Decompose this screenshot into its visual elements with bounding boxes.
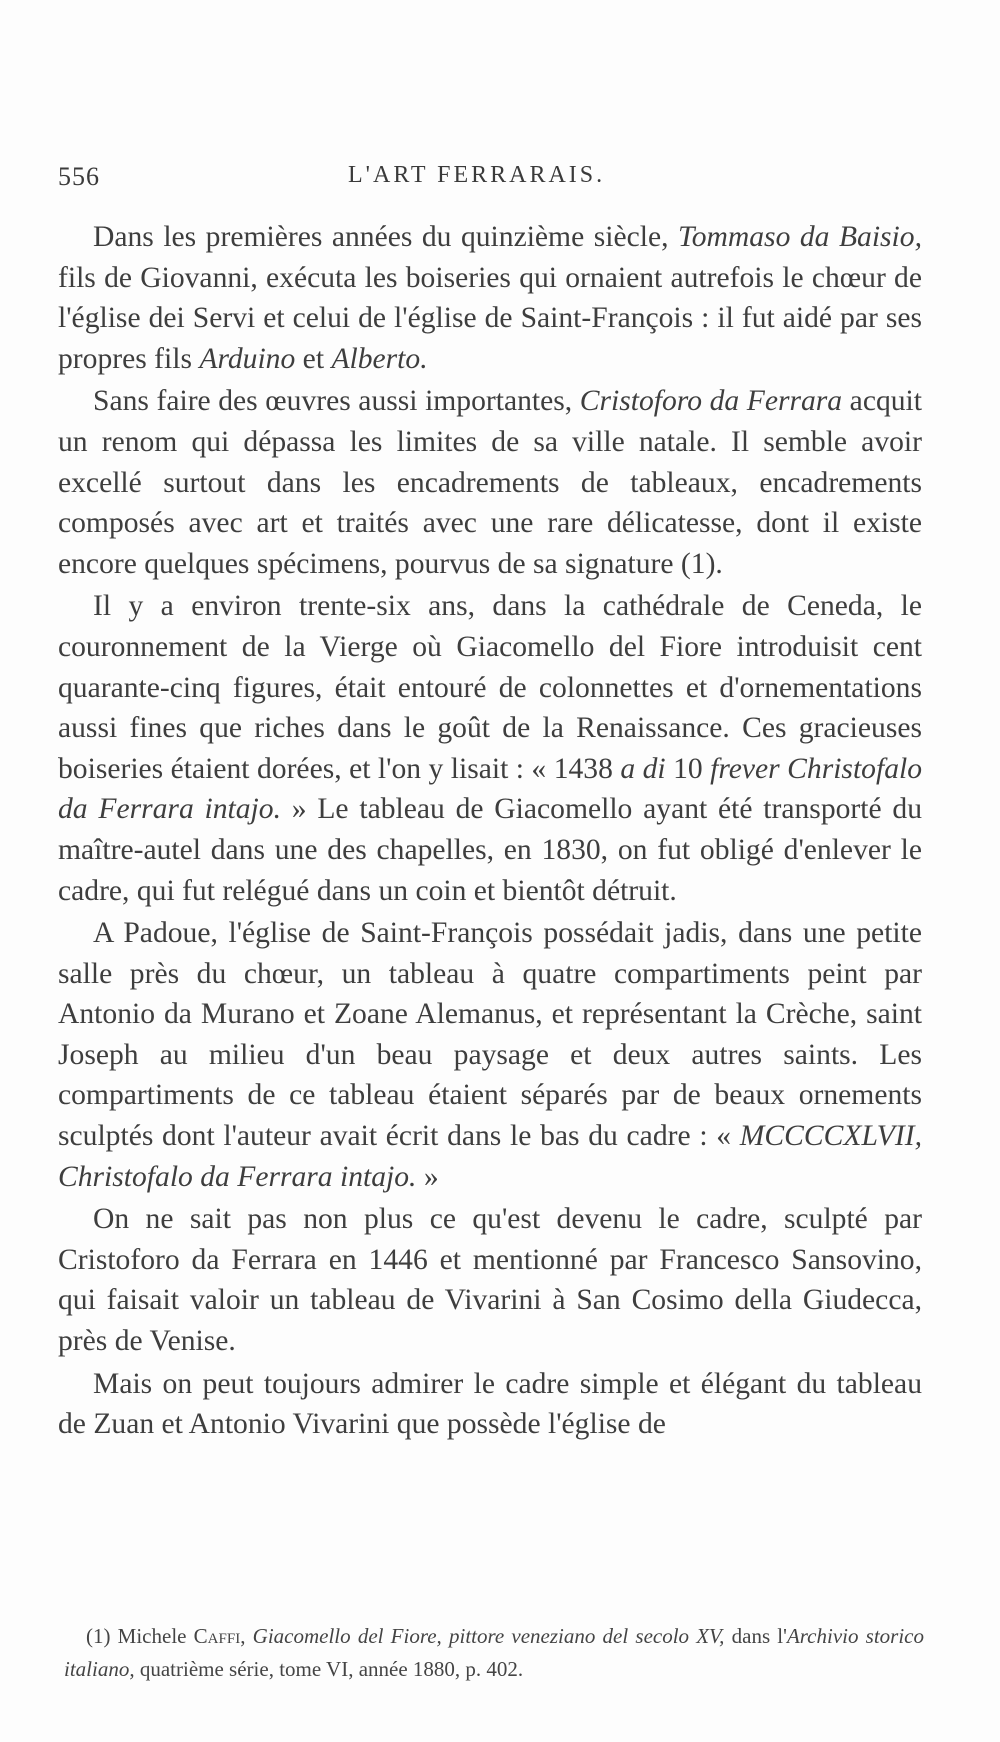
- text-run: 10: [665, 752, 711, 785]
- footnote-italic-text: Giacomello del Fiore, pittore veneziano del secolo XV,: [252, 1624, 725, 1648]
- paragraph: [58, 913, 922, 1197]
- paragraph: [58, 381, 922, 584]
- paragraph: [58, 1199, 922, 1361]
- footnote: [64, 1620, 924, 1686]
- text-run: Sans faire des œuvres aussi importantes,: [93, 385, 580, 418]
- body-text: [58, 217, 922, 1445]
- footnote-text-run: ,: [240, 1624, 253, 1648]
- footnote-text-run: (1) Michele: [86, 1624, 194, 1648]
- footnotes: [64, 1620, 924, 1686]
- footnote-text-run: quatrième série, tome VI, année 1880, p. 402.: [134, 1657, 524, 1681]
- text-run: On ne sait pas non plus ce qu'est devenu le cadre, sculpté par Cristoforo da Ferrara en 1446 et mentionné par Francesco Sansovino, qui faisait valoir un tableau de Vivarini à San Cosimo della Giudecca, près de Venise.: [58, 1203, 922, 1358]
- text-run: Mais on peut toujours admirer le cadre simple et élégant du tableau de Zuan et Antonio Vivarini que possède l'église de: [58, 1367, 922, 1441]
- text-run: et: [295, 342, 332, 375]
- paragraph: [58, 217, 922, 379]
- text-run: Dans les premières années du quinzième siècle,: [93, 221, 678, 253]
- footnote-italic-text: Archivio storico italiano,: [64, 1624, 924, 1681]
- text-run: »: [416, 1160, 439, 1193]
- text-run: Il y a environ trente-six ans, dans la cathédrale de Ceneda, le couronnement de la Vierge où Giacomello del Fiore introduisit cent quarante-cinq figures, était entouré de colonnettes et d'ornementations aussi fines que riches dans le goût de la Renaissance. Ces gracieuses boiseries étaient dorées, et l'on y lisait : « 1438: [58, 590, 922, 785]
- text-run: acquit un renom qui dépassa les limites de sa ville natale. Il semble avoir excellé surtout dans les encadrements de tableaux, encadrements composés avec art et traités avec une rare délicatesse, dont il existe encore quelques spécimens, pourvus de sa signature (1).: [58, 385, 922, 580]
- running-title: L'ART FERRARAIS.: [348, 162, 606, 188]
- italic-text: frever Christofalo da Ferrara intajo.: [58, 752, 923, 826]
- italic-text: Cristoforo da Ferrara: [579, 385, 843, 418]
- paragraph: [58, 586, 922, 911]
- author-name: Caffi: [193, 1624, 241, 1648]
- italic-text: Tommaso da Baisio,: [677, 221, 922, 253]
- text-run: » Le tableau de Giacomello ayant été transporté du maître-autel dans une des chapelles, en 1830, on fut obligé d'enlever le cadre, qui fut relégué dans un coin et bientôt détruit.: [58, 793, 923, 907]
- footnote-text-run: dans l': [724, 1624, 787, 1648]
- paragraph: [58, 1364, 922, 1445]
- text-run: A Padoue, l'église de Saint-François possédait jadis, dans une petite salle près du chœur, un tableau à quatre compartiments peint par Antonio da Murano et Zoane Alemanus, et représentant la Crèche, saint Joseph au milieu d'un beau paysage et deux autres saints. Les compartiments de ce tableau étaient séparés par de beaux ornements sculptés dont l'auteur avait écrit dans le bas du cadre : «: [58, 917, 922, 1153]
- page-number: 556: [58, 162, 100, 191]
- italic-text: Arduino: [199, 342, 296, 375]
- italic-text: a di: [620, 752, 666, 785]
- italic-text: Alberto.: [331, 342, 428, 375]
- italic-text: MCCCCXLVII, Christofalo da Ferrara intajo.: [58, 1120, 922, 1193]
- page-header: [58, 162, 920, 202]
- text-run: fils de Giovanni, exécuta les boiseries qui ornaient autrefois le chœur de l'église dei Servi et celui de l'église de Saint-François : il fut aidé par ses propres fils: [58, 261, 922, 375]
